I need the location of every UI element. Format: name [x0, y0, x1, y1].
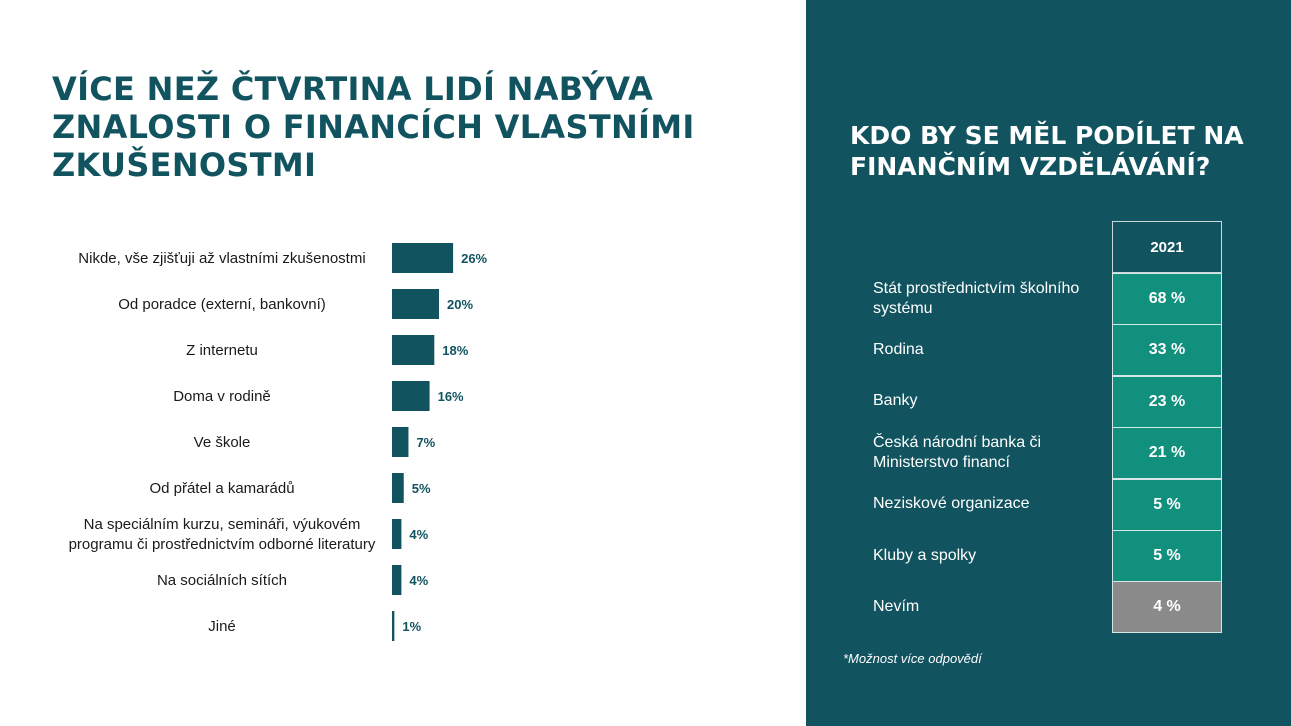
- category-label-line: Od přátel a kamarádů: [149, 480, 295, 497]
- table-row: [806, 581, 1291, 632]
- table-row-label: Banky: [873, 392, 918, 410]
- table-row-value: 5 %: [1112, 530, 1222, 582]
- category-label-line: Na sociálních sítích: [156, 572, 288, 589]
- value-label: 4%: [409, 573, 429, 588]
- bar: [392, 611, 394, 641]
- table-row: [806, 530, 1291, 581]
- value-label: 20%: [447, 297, 474, 312]
- category-label: [208, 618, 236, 635]
- category-label: [173, 388, 271, 405]
- category-label-line: Od poradce (externí, bankovní): [118, 296, 326, 313]
- bar-chart: [0, 230, 560, 660]
- value-label: 16%: [437, 389, 464, 404]
- value-label: 26%: [461, 251, 488, 266]
- table-row-label: Nevím: [873, 597, 920, 615]
- value-label: 7%: [416, 435, 436, 450]
- category-label-line: Jiné: [208, 618, 236, 635]
- footnote: *Možnost více odpovědí: [843, 651, 982, 666]
- table-row-value: 5 %: [1112, 479, 1222, 531]
- table-row-label: Neziskové organizace: [873, 495, 1030, 513]
- category-label: [149, 480, 294, 497]
- category-label: [78, 250, 365, 267]
- category-label-line: Na speciálním kurzu, semináři, výukovém: [83, 516, 361, 533]
- bar: [392, 473, 404, 503]
- value-label: 5%: [411, 481, 431, 496]
- category-label: [118, 296, 326, 313]
- category-label: [194, 434, 251, 451]
- table-row-label: Kluby a spolky: [873, 546, 977, 564]
- bar: [392, 565, 401, 595]
- table-row: [806, 324, 1291, 375]
- table-row-label: Česká národní banka či Ministerstvo financí: [873, 433, 1042, 471]
- right-title-line: KDO BY SE MĚL PODÍLET NA: [850, 121, 1244, 150]
- table-row-value: 21 %: [1112, 427, 1222, 479]
- value-label: 4%: [409, 527, 429, 542]
- page-title: [52, 70, 772, 184]
- title-line: ZKUŠENOSTMI: [52, 146, 317, 184]
- table-row-label: Stát prostřednictvím školního systému: [873, 279, 1080, 317]
- value-label: 18%: [442, 343, 469, 358]
- category-label: [69, 516, 376, 553]
- bar: [392, 289, 439, 319]
- title-line: ZNALOSTI O FINANCÍCH VLASTNÍMI: [52, 108, 695, 146]
- value-label: 1%: [402, 619, 422, 634]
- bar: [392, 519, 401, 549]
- bar: [392, 243, 453, 273]
- table-header-year: 2021: [1112, 221, 1222, 273]
- category-label: [157, 572, 287, 589]
- category-label: [186, 342, 258, 359]
- table-row-value: 33 %: [1112, 324, 1222, 376]
- right-title: [850, 120, 1244, 182]
- category-label-line: Nikde, vše zjišťuji až vlastními zkušenostmi: [78, 250, 366, 267]
- table-row-label: Rodina: [873, 340, 924, 358]
- table-row: [806, 479, 1291, 530]
- category-label-line: programu či prostřednictvím odborné literatury: [68, 536, 376, 553]
- bar: [392, 381, 430, 411]
- title-line: VÍCE NEŽ ČTVRTINA LIDÍ NABÝVA: [52, 70, 654, 108]
- table-row-value: 23 %: [1112, 376, 1222, 428]
- table-row-value: 68 %: [1112, 273, 1222, 325]
- bar: [392, 335, 434, 365]
- table-row: [806, 376, 1291, 427]
- category-label-line: Z internetu: [186, 342, 258, 359]
- table-row-value: 4 %: [1112, 581, 1222, 633]
- bar: [392, 427, 408, 457]
- right-title-line: FINANČNÍM VZDĚLÁVÁNÍ?: [850, 152, 1211, 181]
- category-label-line: Ve škole: [193, 434, 251, 451]
- category-label-line: Doma v rodině: [173, 388, 271, 405]
- table-row: [806, 427, 1291, 478]
- table-row: [806, 273, 1291, 324]
